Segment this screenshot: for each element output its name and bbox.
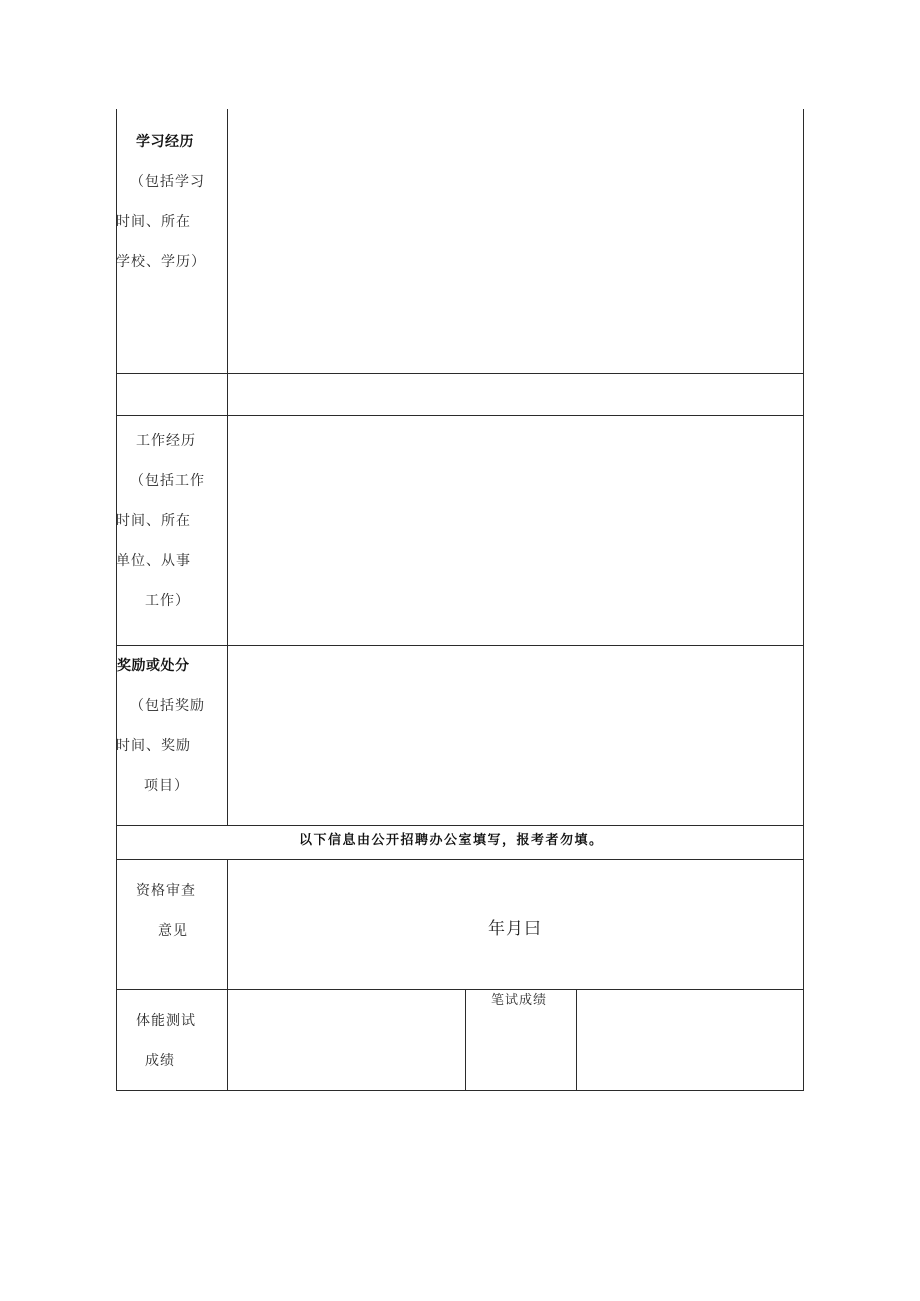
work-history-desc-line1: （包括工作 xyxy=(130,473,205,489)
study-history-desc-line2: 时间、所在 xyxy=(116,214,191,230)
review-label-line1: 资格审查 xyxy=(136,883,196,899)
row-divider-rewards-end xyxy=(116,825,804,826)
review-label-line2: 意见 xyxy=(158,923,188,939)
empty-row-input-area[interactable] xyxy=(228,374,803,415)
empty-row-label-cell xyxy=(117,374,227,415)
rewards-input-area[interactable] xyxy=(228,646,803,825)
office-only-notice: 以下信息由公开招聘办公室填写，报考者勿填。 xyxy=(299,833,604,848)
rewards-desc-line2: 时间、奖励 xyxy=(116,738,191,754)
fitness-score-field[interactable] xyxy=(228,990,465,1090)
study-history-input-area[interactable] xyxy=(228,109,803,373)
study-history-title: 学习经历 xyxy=(136,134,194,150)
written-score-field[interactable] xyxy=(577,990,803,1090)
right-border xyxy=(803,109,804,1091)
score-divider-1 xyxy=(465,989,466,1091)
fitness-label-line2: 成绩 xyxy=(145,1053,175,1069)
rewards-title: 奖励或处分 xyxy=(117,658,190,674)
rewards-desc-line1: （包括奖励 xyxy=(130,698,205,714)
review-date: 年月曰 xyxy=(488,919,542,939)
study-history-desc-line3: 学校、学历） xyxy=(116,254,206,270)
work-history-desc-line2: 时间、所在 xyxy=(116,513,191,529)
study-history-desc-line1: （包括学习 xyxy=(130,174,205,190)
rewards-desc-line3: 项目） xyxy=(144,778,189,794)
bottom-border xyxy=(116,1090,804,1091)
work-history-desc-line4: 工作） xyxy=(145,593,190,609)
work-history-title: 工作经历 xyxy=(136,433,196,449)
written-score-label: 笔试成绩 xyxy=(491,993,548,1008)
review-opinion-area[interactable] xyxy=(228,860,803,989)
work-history-input-area[interactable] xyxy=(228,416,803,645)
fitness-label-line1: 体能测试 xyxy=(136,1013,196,1029)
work-history-desc-line3: 单位、从事 xyxy=(116,553,191,569)
